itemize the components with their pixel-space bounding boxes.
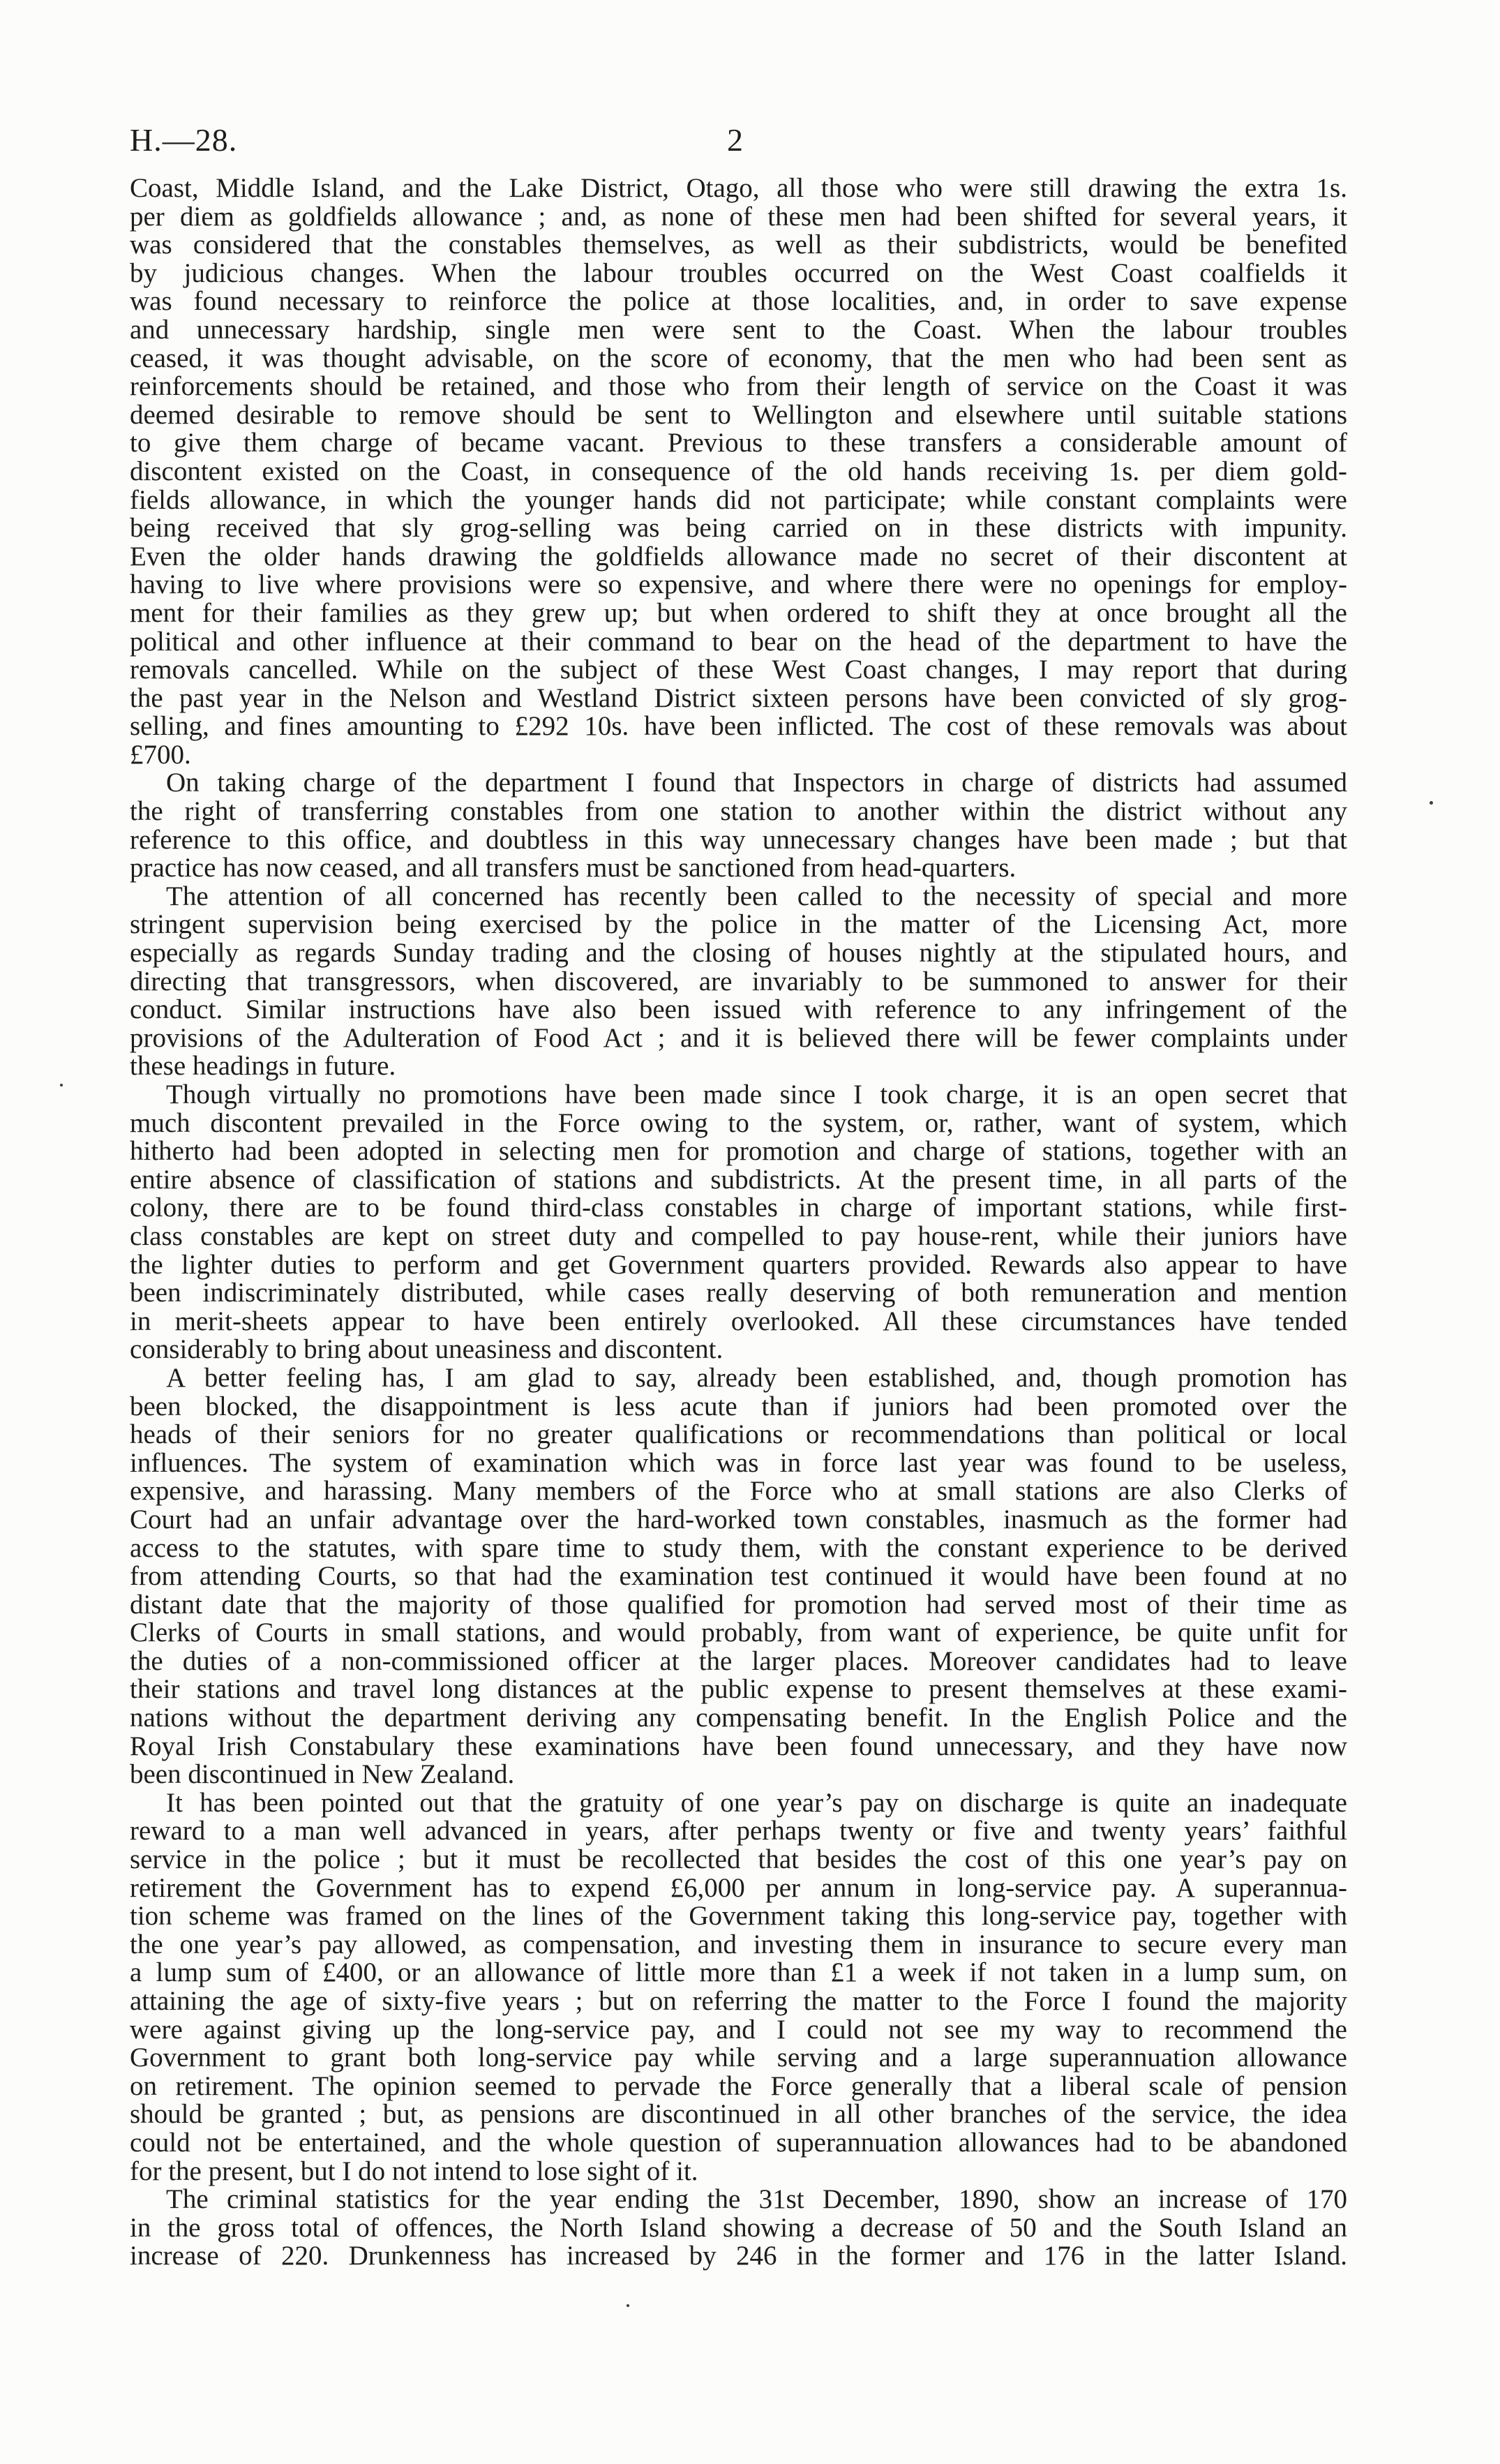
text-line: was considered that the constables themselves, as well as their subdistricts, would be benefited: [130, 230, 1347, 260]
text-line: access to the statutes, with spare time to study them, with the constant experience to be derived: [130, 1532, 1347, 1563]
text-line: on retirement. The opinion seemed to pervade the Force generally that a liberal scale of pension: [130, 2070, 1347, 2101]
text-line: distant date that the majority of those qualified for promotion had served most of their time as: [130, 1589, 1347, 1620]
text-line: tion scheme was framed on the lines of the Government taking this long-service pay, together with: [130, 1901, 1347, 1932]
text-line: for the present, but I do not intend to lose sight of it.: [130, 2156, 698, 2186]
text-line: been discontinued in New Zealand.: [130, 1759, 515, 1790]
text-line: influences. The system of examination which was in force last year was found to be useless,: [130, 1447, 1347, 1478]
text-line: been blocked, the disappointment is less acute than if juniors had been promoted over the: [130, 1391, 1347, 1421]
text-line: ment for their families as they grew up; but when ordered to shift they at once brought all the: [130, 597, 1347, 628]
paragraph: [130, 1081, 1347, 1364]
text-line: a lump sum of £400, or an allowance of little more than £1 a week if not taken in a lump sum, on: [130, 1957, 1347, 1988]
scan-speck: [627, 2304, 629, 2307]
text-line: selling, and fines amounting to £292 10s. have been inflicted. The cost of these removals was about: [130, 711, 1347, 742]
text-line: £700.: [130, 739, 191, 770]
text-line: the duties of a non-commissioned officer at the larger places. Moreover candidates had to leave: [130, 1645, 1347, 1676]
text-line: could not be entertained, and the whole question of superannuation allowances had to be abandoned: [130, 2127, 1347, 2158]
paragraph: [130, 769, 1347, 882]
paragraph: [130, 1364, 1347, 1789]
text-line: was found necessary to reinforce the police at those localities, and, in order to save expense: [130, 286, 1347, 317]
text-line: these headings in future.: [130, 1051, 396, 1082]
text-line: being received that sly grog-selling was being carried on in these districts with impunity.: [130, 513, 1347, 544]
text-line: attaining the age of sixty-five years ; but on referring the matter to the Force I found the majority: [130, 1986, 1347, 2016]
text-line: ceased, it was thought advisable, on the score of economy, that the men who had been sent as: [130, 343, 1347, 373]
text-line: nations without the department deriving any compensating benefit. In the English Police and the: [130, 1703, 1347, 1733]
text-line: reward to a man well advanced in years, after perhaps twenty or five and twenty years’ faithful: [130, 1816, 1347, 1846]
text-line: from attending Courts, so that had the examination test continued it would have been found at no: [130, 1561, 1347, 1592]
paragraph: [130, 174, 1347, 769]
page-number: 2: [727, 122, 743, 158]
text-line: Royal Irish Constabulary these examinations have been found unnecessary, and they have now: [130, 1731, 1347, 1761]
text-line: A better feeling has, I am glad to say, already been established, and, though promotion has: [166, 1362, 1347, 1393]
text-line: Even the older hands drawing the goldfields allowance made no secret of their discontent at: [130, 541, 1347, 572]
text-line: stringent supervision being exercised by the police in the matter of the Licensing Act, more: [130, 909, 1347, 940]
text-line: provisions of the Adulteration of Food Act ; and it is believed there will be fewer complaints under: [130, 1022, 1347, 1053]
text-line: On taking charge of the department I found that Inspectors in charge of districts had assumed: [166, 768, 1347, 798]
text-line: deemed desirable to remove should be sent to Wellington and elsewhere until suitable stations: [130, 399, 1347, 430]
text-line: class constables are kept on street duty and compelled to pay house-rent, while their juniors have: [130, 1220, 1347, 1251]
text-line: Clerks of Courts in small stations, and would probably, from want of experience, be quite unfit for: [130, 1618, 1347, 1648]
running-head: H.—28.: [130, 122, 238, 158]
text-line: in merit-sheets appear to have been entirely overlooked. All these circumstances have tended: [130, 1306, 1347, 1336]
text-line: fields allowance, in which the younger hands did not participate; while constant complaints were: [130, 484, 1347, 515]
text-line: the lighter duties to perform and get Government quarters provided. Rewards also appear to have: [130, 1249, 1347, 1280]
text-line: in the gross total of offences, the North Island showing a decrease of 50 and the South Island an: [130, 2212, 1347, 2243]
paragraph: [130, 2186, 1347, 2271]
text-line: reinforcements should be retained, and those who from their length of service on the Coast it was: [130, 371, 1347, 402]
text-line: been indiscriminately distributed, while cases really deserving of both remuneration and mention: [130, 1278, 1347, 1308]
text-line: considerably to bring about uneasiness and discontent.: [130, 1334, 723, 1365]
text-line: hitherto had been adopted in selecting men for promotion and charge of stations, together with an: [130, 1136, 1347, 1167]
text-line: removals cancelled. While on the subject of these West Coast changes, I may report that during: [130, 655, 1347, 685]
paragraph: [130, 1789, 1347, 2186]
text-line: and unnecessary hardship, single men were sent to the Coast. When the labour troubles: [130, 314, 1347, 345]
text-line: expensive, and harassing. Many members of the Force who at small stations are also Clerks of: [130, 1476, 1347, 1507]
text-line: heads of their seniors for no greater qualifications or recommendations than political or local: [130, 1419, 1347, 1450]
text-line: directing that transgressors, when discovered, are invariably to be summoned to answer for their: [130, 966, 1347, 996]
text-line: were against giving up the long-service pay, and I could not see my way to recommend the: [130, 2014, 1347, 2045]
text-line: especially as regards Sunday trading and the closing of houses nightly at the stipulated hours, and: [130, 938, 1347, 969]
text-line: conduct. Similar instructions have also been issued with reference to any infringement of the: [130, 994, 1347, 1025]
text-line: colony, there are to be found third-class constables in charge of important stations, while first-: [130, 1193, 1347, 1223]
text-line: Though virtually no promotions have been made since I took charge, it is an open secret that: [166, 1080, 1347, 1110]
text-line: should be granted ; but, as pensions are discontinued in all other branches of the service, the idea: [130, 2099, 1347, 2130]
scan-speck: [1430, 801, 1433, 805]
text-line: Government to grant both long-service pay while serving and a large superannuation allowance: [130, 2043, 1347, 2073]
text-line: having to live where provisions were so expensive, and where there were no openings for employ-: [130, 569, 1347, 600]
text-line: practice has now ceased, and all transfers must be sanctioned from head-quarters.: [130, 853, 1017, 883]
paragraph: [130, 883, 1347, 1081]
text-line: their stations and travel long distances at the public expense to present themselves at these exami-: [130, 1674, 1347, 1705]
text-line: by judicious changes. When the labour troubles occurred on the West Coast coalfields it: [130, 257, 1347, 288]
text-line: the right of transferring constables from one station to another within the district without any: [130, 796, 1347, 827]
scan-speck: [60, 1084, 63, 1087]
text-line: reference to this office, and doubtless in this way unnecessary changes have been made ; but that: [130, 824, 1347, 855]
text-line: per diem as goldfields allowance ; and, as none of these men had been shifted for several years, it: [130, 201, 1347, 232]
text-line: the past year in the Nelson and Westland District sixteen persons have been convicted of sly grog-: [130, 682, 1347, 713]
text-line: increase of 220. Drunkenness has increased by 246 in the former and 176 in the latter Island.: [130, 2241, 1347, 2271]
text-line: the one year’s pay allowed, as compensation, and investing them in insurance to secure every man: [130, 1929, 1347, 1959]
text-line: The attention of all concerned has recently been called to the necessity of special and more: [166, 881, 1347, 911]
text-line: Coast, Middle Island, and the Lake District, Otago, all those who were still drawing the extra 1s.: [130, 173, 1347, 203]
text-line: much discontent prevailed in the Force owing to the system, or, rather, want of system, which: [130, 1107, 1347, 1138]
body-text: [130, 174, 1347, 2271]
text-line: The criminal statistics for the year ending the 31st December, 1890, show an increase of 170: [166, 2184, 1347, 2215]
text-line: entire absence of classification of stations and subdistricts. At the present time, in all parts of the: [130, 1164, 1347, 1195]
text-line: service in the police ; but it must be recollected that besides the cost of this one year’s pay on: [130, 1844, 1347, 1875]
text-line: It has been pointed out that the gratuity of one year’s pay on discharge is quite an inadequate: [166, 1787, 1347, 1818]
text-line: Court had an unfair advantage over the hard-worked town constables, inasmuch as the former had: [130, 1504, 1347, 1535]
text-line: political and other influence at their command to bear on the head of the department to have the: [130, 626, 1347, 657]
text-line: to give them charge of became vacant. Previous to these transfers a considerable amount of: [130, 428, 1347, 458]
text-line: retirement the Government has to expend £6,000 per annum in long-service pay. A superannua-: [130, 1872, 1347, 1903]
text-line: discontent existed on the Coast, in consequence of the old hands receiving 1s. per diem gold-: [130, 456, 1347, 486]
